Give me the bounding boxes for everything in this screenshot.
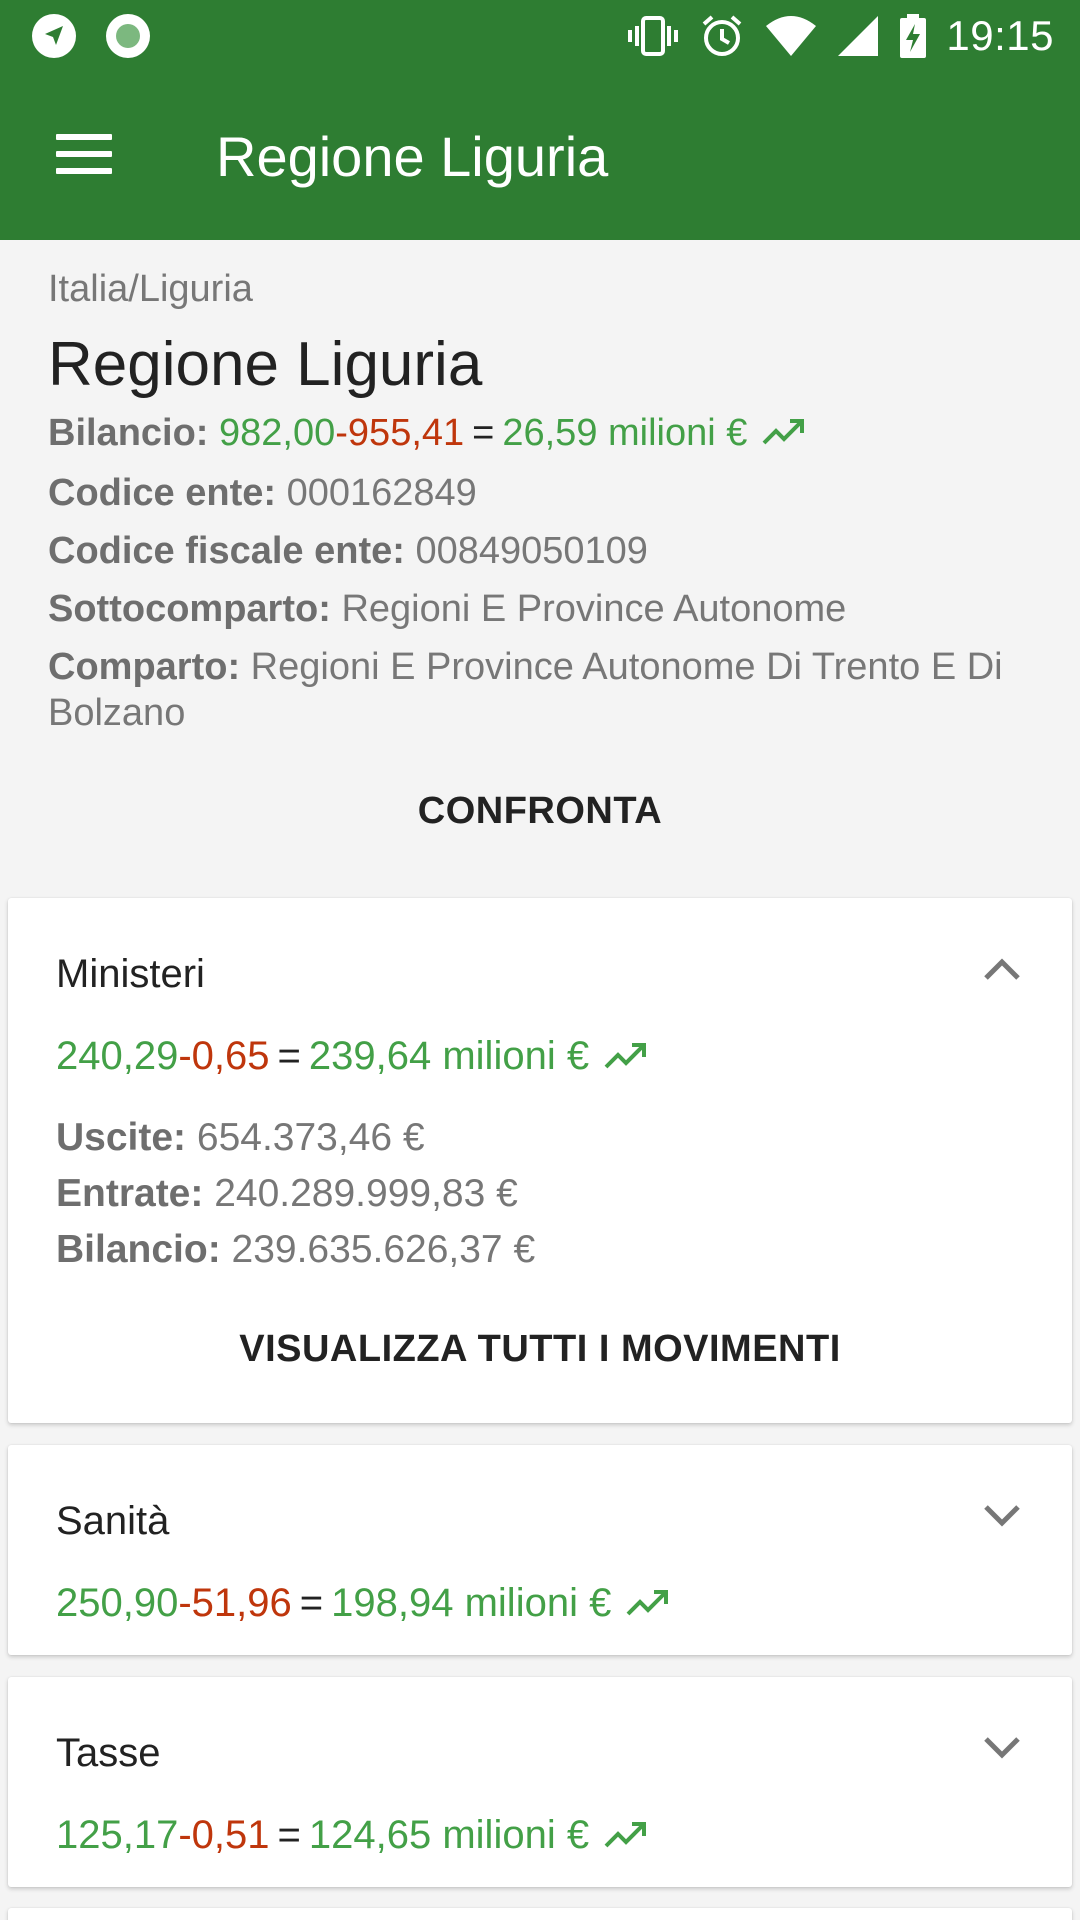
codice-fiscale-value: 00849050109 — [415, 529, 648, 572]
status-bar — [0, 0, 1080, 72]
category-card-tasse[interactable] — [8, 1677, 1072, 1887]
card-uscite: 0,51 — [191, 1813, 270, 1857]
card-sep: - — [178, 1581, 192, 1625]
trending-up-icon — [762, 412, 806, 458]
card-eq: = — [277, 1034, 301, 1078]
uscite-row — [56, 1110, 535, 1166]
page-title: Regione Liguria — [48, 330, 483, 399]
app-bar-title: Regione Liguria — [216, 125, 609, 188]
bilancio-uscite: 955,41 — [347, 412, 465, 454]
uscite-value: 654.373,46 € — [196, 1116, 425, 1159]
card-title: Ministeri — [56, 952, 205, 996]
record-icon — [104, 12, 152, 60]
card-eq: = — [299, 1581, 324, 1625]
card-uscite: 51,96 — [191, 1581, 292, 1625]
comparto-value: Regioni E Province Autonome Di Trento E Di Bolzano — [48, 645, 1003, 734]
battery-charging-icon — [898, 12, 928, 60]
card-sep: - — [178, 1034, 192, 1078]
alarm-icon — [698, 12, 746, 60]
trending-up-icon — [626, 1583, 670, 1628]
entity-info — [48, 268, 1048, 736]
codice-ente-value: 000162849 — [286, 471, 477, 514]
card-result: 198,94 milioni € — [331, 1581, 612, 1625]
codice-fiscale-row — [48, 528, 1048, 574]
card-eq: = — [277, 1813, 301, 1857]
codice-ente-label: Codice ente: — [48, 471, 277, 514]
uscite-label: Uscite: — [56, 1116, 187, 1159]
chevron-up-icon[interactable] — [980, 948, 1024, 992]
sottocomparto-label: Sottocomparto: — [48, 587, 331, 630]
vibrate-icon — [626, 12, 680, 60]
card-result: 239,64 milioni € — [308, 1034, 590, 1078]
confronta-button[interactable]: CONFRONTA — [417, 790, 663, 832]
card-details — [56, 1110, 535, 1278]
app-bar — [0, 72, 1080, 240]
entrate-row — [56, 1166, 535, 1222]
bilancio-result: 26,59 milioni € — [502, 412, 748, 454]
trending-up-icon — [604, 1815, 648, 1860]
bilancio-label: Bilancio: — [48, 412, 209, 454]
card-result: 124,65 milioni € — [308, 1813, 590, 1857]
bilancio-row — [48, 410, 1048, 458]
chevron-down-icon[interactable] — [980, 1725, 1024, 1769]
category-card-sanita[interactable] — [8, 1445, 1072, 1655]
navigation-icon — [30, 12, 78, 60]
bilancio-sep: - — [335, 412, 348, 454]
card-uscite: 0,65 — [191, 1034, 270, 1078]
comparto-label: Comparto: — [48, 645, 241, 688]
view-all-movements-button[interactable]: VISUALIZZA TUTTI I MOVIMENTI — [239, 1328, 841, 1370]
trending-up-icon — [604, 1036, 648, 1081]
chevron-down-icon[interactable] — [980, 1493, 1024, 1537]
signal-icon — [836, 12, 880, 60]
menu-icon[interactable] — [40, 122, 128, 186]
category-card-next[interactable] — [8, 1908, 1072, 1920]
bilancio-detail-row — [56, 1222, 535, 1278]
card-balance — [56, 1813, 648, 1860]
status-time: 19:15 — [946, 12, 1054, 59]
card-balance — [56, 1034, 648, 1081]
bilancio-entrate: 982,00 — [219, 412, 336, 454]
bilancio-eq: = — [472, 412, 495, 454]
card-entrate: 250,90 — [56, 1581, 179, 1625]
card-entrate: 240,29 — [56, 1034, 179, 1078]
bilancio-detail-label: Bilancio: — [56, 1228, 221, 1271]
codice-fiscale-label: Codice fiscale ente: — [48, 529, 405, 572]
wifi-icon — [764, 12, 818, 60]
card-balance — [56, 1581, 670, 1628]
codice-ente-row — [48, 470, 1048, 516]
breadcrumb: Italia/Liguria — [48, 268, 253, 310]
sottocomparto-value: Regioni E Province Autonome — [341, 587, 847, 630]
bilancio-detail-value: 239.635.626,37 € — [231, 1228, 536, 1271]
card-entrate: 125,17 — [56, 1813, 179, 1857]
card-sep: - — [178, 1813, 192, 1857]
card-title: Tasse — [56, 1731, 161, 1775]
entrate-value: 240.289.999,83 € — [214, 1172, 518, 1215]
entrate-label: Entrate: — [56, 1172, 204, 1215]
comparto-row — [48, 644, 1048, 736]
card-title: Sanità — [56, 1499, 170, 1543]
category-card-ministeri[interactable] — [8, 898, 1072, 1423]
sottocomparto-row — [48, 586, 1048, 632]
